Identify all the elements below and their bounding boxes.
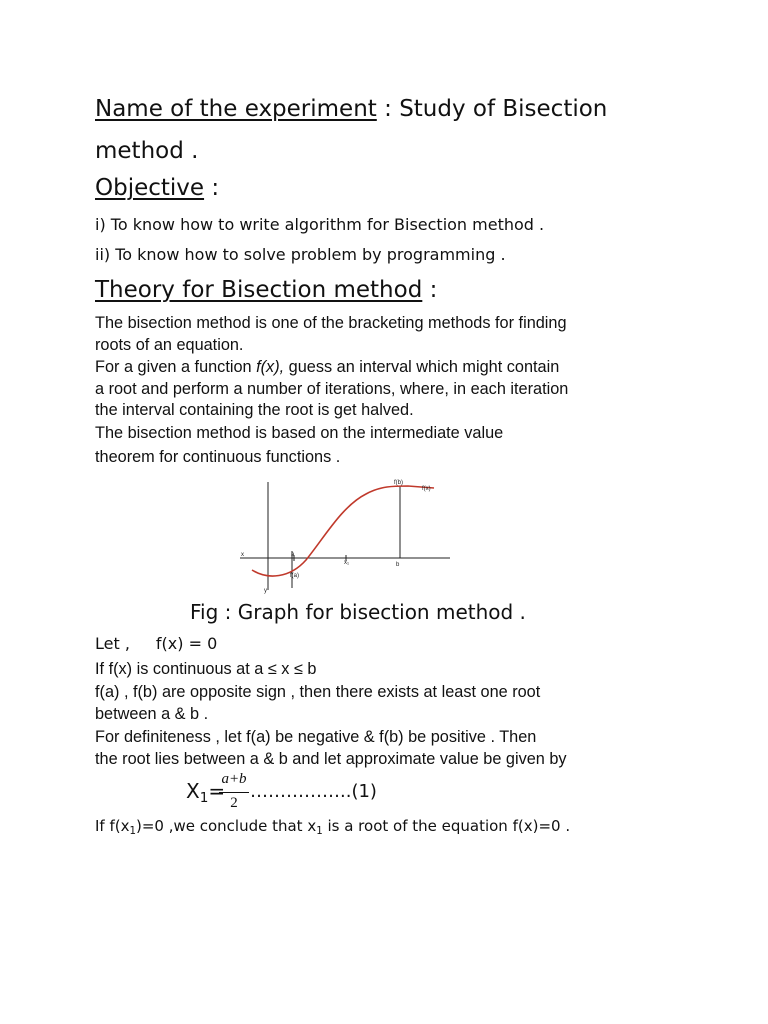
math-line2: f(a) , f(b) are opposite sign , then there exists at least one root (95, 683, 541, 701)
fraction-denominator: 2 (230, 795, 238, 811)
objective-heading-sep: : (204, 175, 220, 201)
theory-p3-line2: theorem for continuous functions . (95, 448, 341, 466)
let-label: Let , (95, 634, 130, 653)
theory-p1-line1: The bisection method is one of the bracketing methods for finding (95, 314, 567, 332)
graph-label-fa: f(a) (290, 573, 299, 579)
graph-label-b: b (396, 562, 400, 568)
experiment-heading-sep: : (376, 96, 400, 122)
conclusion-sub-1: 1 (129, 826, 136, 838)
math-line1: If f(x) is continuous at a ≤ x ≤ b (95, 660, 317, 678)
figure-caption: Fig : Graph for bisection method . (190, 600, 526, 624)
conclusion-text-a: If f(x (95, 817, 130, 835)
theory-heading-label: Theory for Bisection method (95, 277, 423, 303)
experiment-heading (95, 96, 607, 122)
theory-p1-line2: roots of an equation. (95, 336, 244, 354)
let-line (95, 634, 217, 653)
graph-label-x1: x₁ (344, 560, 350, 566)
conclusion-text-b: )=0 ,we conclude that x (135, 817, 317, 835)
experiment-heading-label: Name of the experiment (95, 96, 377, 122)
theory-heading (95, 277, 437, 303)
graph-label-fx: f(x) (422, 486, 431, 492)
objective-item-1: i) To know how to write algorithm for Bisection method . (95, 215, 545, 234)
graph-label-x: x (241, 552, 244, 558)
bisection-graph (238, 476, 450, 594)
conclusion-text-c: is a root of the equation f(x)=0 . (322, 817, 571, 835)
theory-p3-line1: The bisection method is based on the intermediate value (95, 424, 504, 442)
objective-item-2: ii) To know how to solve problem by programming . (95, 245, 506, 264)
fraction-bar (219, 792, 249, 793)
graph-label-y: y (264, 588, 267, 594)
theory-p2-line1 (95, 358, 559, 377)
function-curve (252, 486, 434, 576)
equation-tail: ……………..(1) (250, 781, 377, 802)
fraction-numerator: a+b (221, 771, 247, 787)
conclusion-line (95, 817, 571, 838)
conclusion-sub-2: 1 (316, 826, 323, 838)
theory-p2-line2: a root and perform a number of iterations, where, in each iteration (95, 380, 569, 398)
objective-heading (95, 175, 219, 201)
graph-label-fb: f(b) (394, 480, 403, 486)
theory-p2-text-a: For a given a function (95, 358, 257, 376)
equation-fraction (218, 771, 250, 817)
let-equation: f(x) = 0 (155, 634, 218, 653)
experiment-heading-cont: method . (95, 138, 199, 164)
equation-x: X (186, 779, 200, 803)
theory-p2-line3: the interval containing the root is get halved. (95, 401, 414, 419)
equation-equals: = (208, 779, 226, 803)
math-line3: between a & b . (95, 705, 209, 723)
math-line5: the root lies between a & b and let approximate value be given by (95, 750, 567, 768)
math-line4: For definiteness , let f(a) be negative & f(b) be positive . Then (95, 728, 537, 746)
graph-label-a: a (291, 552, 295, 558)
theory-p2-fx: f(x), (256, 358, 285, 376)
experiment-heading-value: Study of Bisection (399, 96, 608, 122)
objective-heading-label: Objective (95, 175, 205, 201)
theory-heading-sep: : (422, 277, 438, 303)
theory-p2-text-c: guess an interval which might contain (284, 358, 560, 376)
equation-x-sub: 1 (199, 790, 209, 807)
